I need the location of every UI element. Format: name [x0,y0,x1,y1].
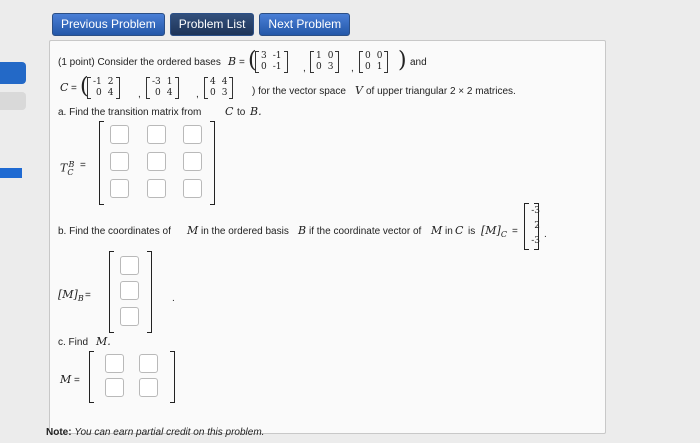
space-text-1: ) for the vector space [252,86,346,97]
next-problem-button[interactable]: Next Problem [259,13,350,36]
note: Note: You can earn partial credit on this problem. [46,427,265,438]
t-entry-1-1[interactable] [110,125,129,144]
points-text: (1 point) Consider the ordered bases [58,57,221,68]
basis-b-matrix-2: 1 0 0 3 [310,51,339,73]
t-bracket-left [99,121,104,205]
period: . [544,229,547,240]
space-text-2: of upper triangular 2 × 2 matrices. [366,86,516,97]
problem-nav [52,13,350,36]
basis-c-matrix-1: -1 2 0 4 [87,77,120,99]
coord-label: $[M]_C$ [481,224,507,240]
comma: , [303,63,306,74]
part-b-in: in [445,226,453,237]
part-b-is: is [468,226,476,237]
part-b-b: B [298,224,307,237]
t-entry-2-1[interactable] [110,152,129,171]
m-entry-1-1[interactable] [105,354,124,373]
basis-c-symbol: C [60,81,69,94]
equals-sign: = [239,57,245,68]
comma: , [196,89,199,100]
close-paren: ) [398,48,407,73]
t-entry-2-2[interactable] [147,152,166,171]
mb-entry-3[interactable] [120,307,139,326]
t-entry-3-2[interactable] [147,179,166,198]
m-entry-2-2[interactable] [139,378,158,397]
equals-sign: = [74,375,80,386]
equals-sign: = [71,83,77,94]
coord-value-2: 2 [534,221,540,231]
space-v: V [355,84,363,97]
m-entry-1-2[interactable] [139,354,158,373]
part-b-m2: M [431,224,443,237]
open-paren: ( [248,48,257,73]
part-b-text-1: b. Find the coordinates of [58,226,171,237]
edge-tab-line[interactable] [0,168,22,178]
part-c-text: c. Find [58,337,89,348]
open-paren: ( [80,74,89,99]
part-a-to: to [237,107,246,118]
edge-tab-blue[interactable] [0,62,26,84]
mb-entry-2[interactable] [120,281,139,300]
t-entry-1-2[interactable] [147,125,166,144]
t-entry-3-3[interactable] [183,179,202,198]
part-c-m: M. [96,335,111,348]
m-bracket-left [89,351,94,403]
part-b-m: M [187,224,199,237]
part-b-text-2: in the ordered basis [201,226,289,237]
part-b-text-3: if the coordinate vector of [309,226,422,237]
mb-entry-1[interactable] [120,256,139,275]
basis-c-matrix-2: -3 1 0 4 [146,77,179,99]
t-entry-2-3[interactable] [183,152,202,171]
equals-sign: = [80,160,86,171]
previous-problem-button[interactable]: Previous Problem [52,13,165,36]
t-bracket-right [210,121,215,205]
t-entry-1-3[interactable] [183,125,202,144]
mb-bracket-right [147,251,152,333]
coord-value-3: -3 [531,236,540,246]
mb-label: $[M]_B$ [58,288,84,304]
m-label: M [60,373,72,386]
and-word: and [410,57,427,68]
part-a-text: a. Find the transition matrix from [58,107,202,118]
basis-c-matrix-3: 4 4 0 3 [204,77,233,99]
t-entry-3-1[interactable] [110,179,129,198]
part-b-c: C [455,224,464,237]
coord-value-1: -3 [531,206,540,216]
problem-panel [46,40,606,438]
comma: , [138,89,141,100]
t-label: $T_C^B$ [60,160,75,177]
m-bracket-right [170,351,175,403]
basis-b-matrix-3: 0 0 0 1 [359,51,388,73]
period: . [172,293,175,304]
part-a-c: C [225,105,234,118]
part-a-b: B. [250,105,262,118]
equals-sign: = [512,226,518,237]
mb-bracket-left [109,251,114,333]
comma: , [351,63,354,74]
problem-list-button[interactable]: Problem List [170,13,255,36]
edge-tab-gray[interactable] [0,92,26,110]
basis-b-matrix-1: 3 -1 0 -1 [255,51,288,73]
basis-b-symbol: B [228,55,237,68]
equals-sign: = [85,290,91,301]
m-entry-2-1[interactable] [105,378,124,397]
